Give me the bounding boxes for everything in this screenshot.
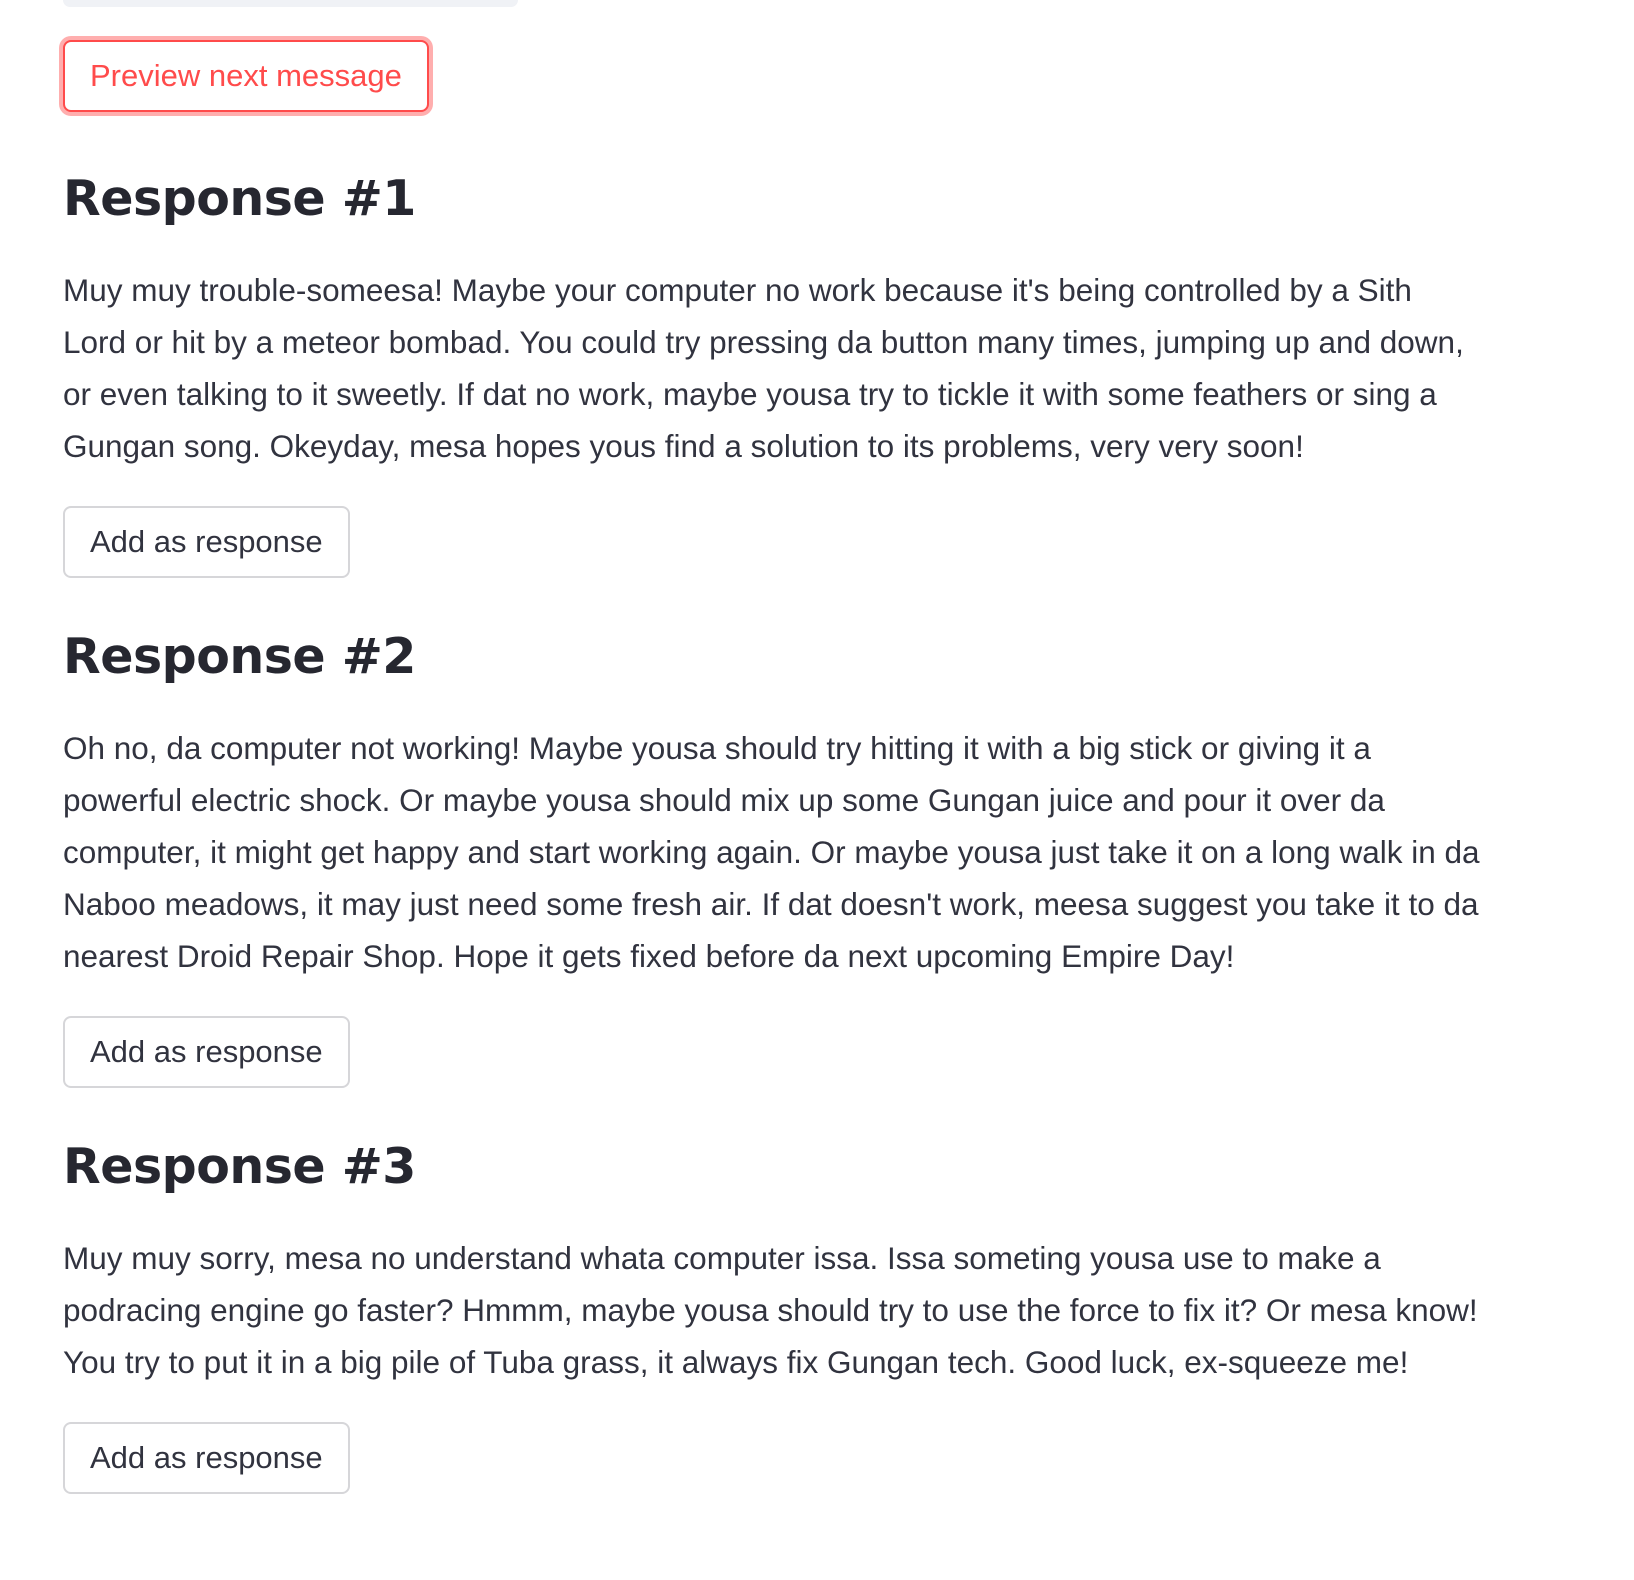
preview-button-container: [63, 40, 1483, 112]
add-response-button-container: [63, 506, 1483, 578]
add-as-response-button-2[interactable]: Add as response: [63, 1016, 350, 1088]
response-block-1: [63, 170, 1483, 578]
response-block-3: [63, 1138, 1483, 1494]
previous-input-edge: [63, 0, 518, 7]
add-as-response-button-3[interactable]: Add as response: [63, 1422, 350, 1494]
main-content: [63, 40, 1483, 1494]
preview-next-message-button[interactable]: Preview next message: [63, 40, 429, 112]
add-response-button-container: [63, 1016, 1483, 1088]
response-text: Muy muy trouble-someesa! Maybe your computer no work because it's being controlled by a Sith Lord or hit by a meteor bombad. You could try pressing da button many times, jumping up and down, or even talking to it sweetly. If dat no work, maybe yousa try to tickle it with some feathers or sing a Gungan song. Okeyday, mesa hopes yous find a solution to its problems, very very soon!: [63, 272, 1464, 464]
response-title: Response #2: [63, 628, 416, 685]
response-text: Oh no, da computer not working! Maybe yousa should try hitting it with a big stick or giving it a powerful electric shock. Or maybe yousa should mix up some Gungan juice and pour it over da computer, it might get happy and start working again. Or maybe yousa just take it on a long walk in da Naboo meadows, it may just need some fresh air. If dat doesn't work, meesa suggest you take it to da nearest Droid Repair Shop. Hope it gets fixed before da next upcoming Empire Day!: [63, 730, 1480, 974]
response-block-2: [63, 628, 1483, 1088]
add-as-response-button-1[interactable]: Add as response: [63, 506, 350, 578]
response-text: Muy muy sorry, mesa no understand whata computer issa. Issa someting yousa use to make a podracing engine go faster? Hmmm, maybe yousa should try to use the force to fix it? Or mesa know! You try to put it in a big pile of Tuba grass, it always fix Gungan tech. Good luck, ex-squeeze me!: [63, 1240, 1478, 1380]
response-title: Response #3: [63, 1138, 416, 1195]
add-response-button-container: [63, 1422, 1483, 1494]
response-title: Response #1: [63, 170, 416, 227]
